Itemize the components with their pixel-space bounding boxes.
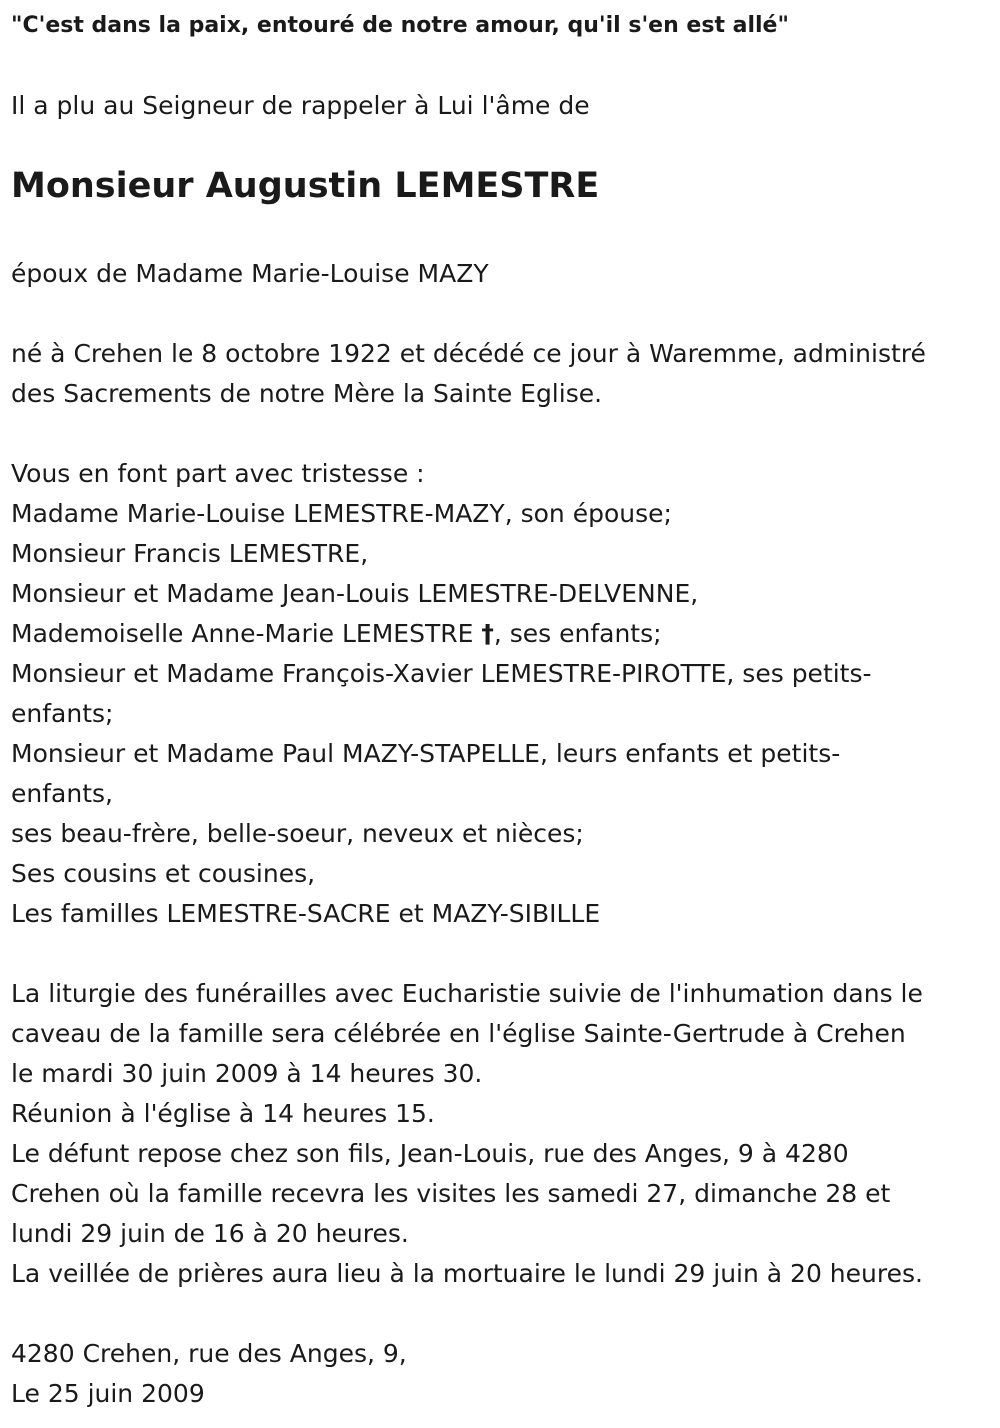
funeral-line: lundi 29 juin de 16 à 20 heures.: [11, 1219, 409, 1248]
family-line: Madame Marie-Louise LEMESTRE-MAZY, son épouse;: [11, 499, 672, 528]
intro-text: Il a plu au Seigneur de rappeler à Lui l'âme de: [11, 91, 590, 120]
birth-death-line: des Sacrements de notre Mère la Sainte Eglise.: [11, 379, 603, 408]
family-line: enfants;: [11, 699, 114, 728]
funeral-line: caveau de la famille sera célébrée en l'église Sainte-Gertrude à Crehen: [11, 1019, 906, 1048]
footer-address: 4280 Crehen, rue des Anges, 9,: [11, 1339, 407, 1368]
family-line-text: Mademoiselle Anne-Marie LEMESTRE: [11, 619, 474, 648]
cross-icon: †: [481, 619, 494, 648]
family-line: Monsieur et Madame François-Xavier LEMESTRE-PIROTTE, ses petits-: [11, 659, 872, 688]
funeral-line: La veillée de prières aura lieu à la mortuaire le lundi 29 juin à 20 heures.: [11, 1259, 923, 1288]
birth-death-paragraph: [11, 334, 926, 414]
footer-block: [11, 1334, 407, 1414]
epigraph-quote: "C'est dans la paix, entouré de notre amour, qu'il s'en est allé": [11, 13, 789, 38]
children-suffix: , ses enfants;: [493, 619, 662, 648]
family-line: Monsieur et Madame Jean-Louis LEMESTRE-DELVENNE,: [11, 579, 699, 608]
family-line: Monsieur et Madame Paul MAZY-STAPELLE, leurs enfants et petits-: [11, 739, 841, 768]
family-line: Ses cousins et cousines,: [11, 859, 316, 888]
family-intro: Vous en font part avec tristesse :: [11, 459, 425, 488]
family-line: enfants,: [11, 779, 113, 808]
family-line-children: [11, 614, 872, 654]
funeral-details: [11, 974, 923, 1294]
footer-date: Le 25 juin 2009: [11, 1379, 205, 1408]
family-line: Les familles LEMESTRE-SACRE et MAZY-SIBILLE: [11, 899, 601, 928]
family-line: Monsieur Francis LEMESTRE,: [11, 539, 369, 568]
funeral-line: le mardi 30 juin 2009 à 14 heures 30.: [11, 1059, 483, 1088]
funeral-line: Réunion à l'église à 14 heures 15.: [11, 1099, 435, 1128]
funeral-line: Crehen où la famille recevra les visites les samedi 27, dimanche 28 et: [11, 1179, 891, 1208]
family-announcement: [11, 454, 872, 934]
funeral-line: Le défunt repose chez son fils, Jean-Louis, rue des Anges, 9 à 4280: [11, 1139, 849, 1168]
birth-death-line: né à Crehen le 8 octobre 1922 et décédé ce jour à Waremme, administré: [11, 339, 926, 368]
deceased-name: Monsieur Augustin LEMESTRE: [11, 166, 600, 206]
family-line: ses beau-frère, belle-soeur, neveux et nièces;: [11, 819, 584, 848]
spouse-line: époux de Madame Marie-Louise MAZY: [11, 259, 489, 288]
funeral-line: La liturgie des funérailles avec Eucharistie suivie de l'inhumation dans le: [11, 979, 923, 1008]
